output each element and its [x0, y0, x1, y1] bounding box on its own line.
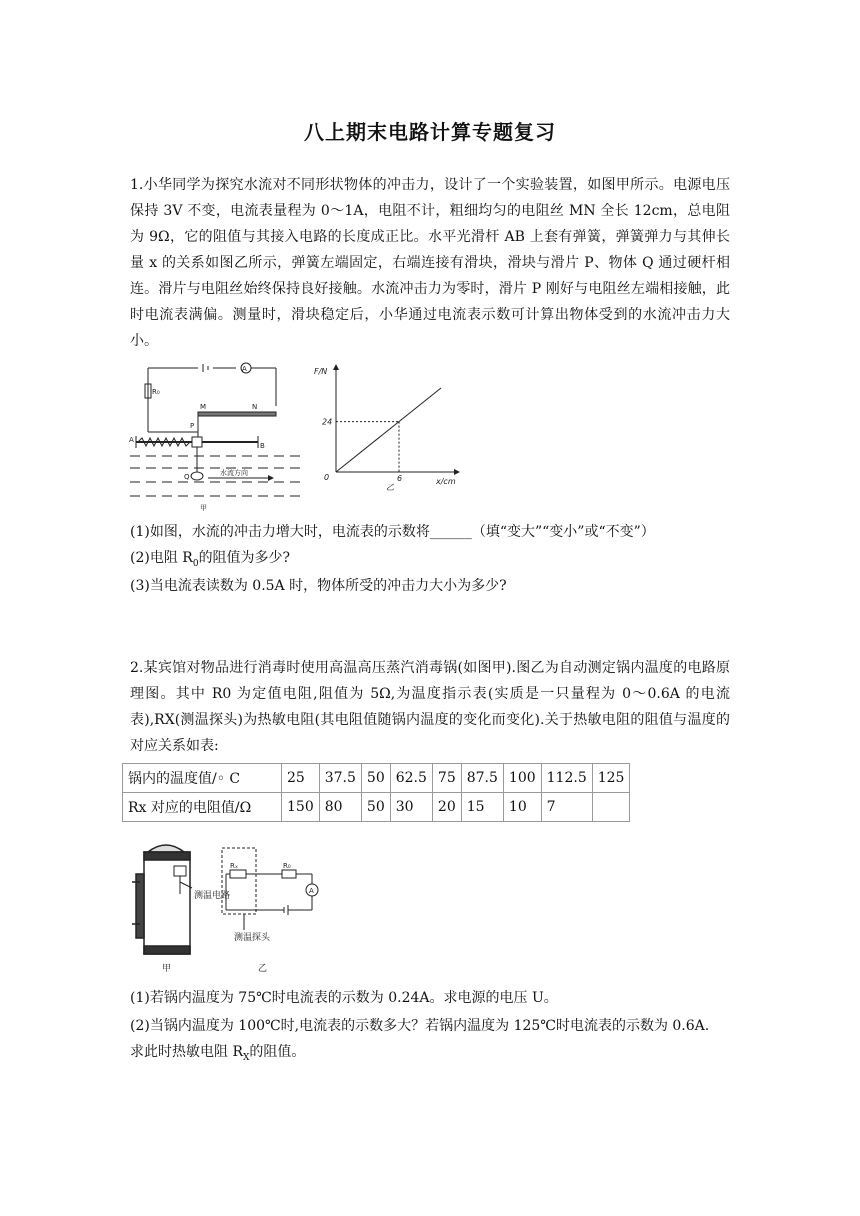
- water-direction-label: 水流方向: [220, 469, 248, 477]
- table-cell: 100: [503, 764, 541, 793]
- q1-part2-suffix: 的阻值为多少?: [198, 550, 291, 566]
- question-2-part-1: (1)若锅内温度为 75℃时电流表的示数为 0.24A。求电源的电压 U。: [130, 990, 558, 1006]
- origin-label: 0: [324, 473, 330, 482]
- y-axis-label: F/N: [314, 367, 328, 376]
- y-tick-label: 24: [322, 417, 333, 427]
- m-label: M: [200, 403, 207, 411]
- table-cell: 25: [282, 764, 320, 793]
- q2-part2-suffix: 的阻值。: [249, 1044, 306, 1060]
- n-label: N: [252, 403, 258, 411]
- table-cell: 20: [432, 793, 461, 822]
- table-cell: 80: [319, 793, 361, 822]
- table-cell: 50: [361, 793, 390, 822]
- figure-yi-label: 乙: [386, 483, 394, 492]
- question-2-part-2: (2)当锅内温度为 100℃时,电流表的示数多大？若锅内温度为 125℃时电流表的示数为 0.6A.: [130, 1018, 710, 1034]
- table-cell: 150: [282, 793, 320, 822]
- r0-label: R₀: [152, 388, 160, 396]
- r0-label-2: R₀: [283, 862, 291, 870]
- question-1-part-1: (1)如图，水流的冲击力增大时，电流表的示数将______（填“变大”“变小”或“不变”）: [130, 524, 655, 540]
- q-label: Q: [184, 473, 190, 481]
- ammeter-label: A: [242, 365, 247, 373]
- table-row: [123, 793, 630, 822]
- question-1-part-2: [130, 547, 290, 575]
- table-cell: 30: [390, 793, 432, 822]
- table-cell: 75: [432, 764, 461, 793]
- page-title: 八上期末电路计算专题复习: [304, 120, 556, 144]
- table-cell: 10: [503, 793, 541, 822]
- figure-yi-label-2: 乙: [258, 964, 268, 974]
- q1-part2-prefix: (2)电阻 R: [130, 550, 193, 566]
- table-cell: 7: [541, 793, 592, 822]
- table-cell: 15: [461, 793, 503, 822]
- question-2-text: 2.某宾馆对物品进行消毒时使用高温高压蒸汽消毒锅(如图甲).图乙为自动测定锅内温度的电路原理图。其中 R0 为定值电阻,阻值为 5Ω,为温度指示表(实质是一只量程为 0～0.6A 的电流表),RX(测温探头)为热敏电阻(其电阻值随锅内温度的变化而变化).关于热敏电阻的阻值与温度的对应关系如表:: [130, 660, 730, 754]
- probe-circuit-label: 测温电路: [194, 891, 231, 901]
- probe-label: 测温探头: [234, 933, 271, 943]
- resistance-table: [122, 763, 630, 822]
- b-label: B: [260, 442, 265, 450]
- figure-jia-label: 甲: [200, 504, 207, 512]
- question-1-text: 1.小华同学为探究水流对不同形状物体的冲击力，设计了一个实验装置，如图甲所示。电源电压保持 3V 不变，电流表量程为 0～1A，电阻不计，粗细均匀的电阻丝 MN 全长 12cm，总电阻为 9Ω，它的阻值与其接入电路的长度成正比。水平光滑杆 AB 上套有弹簧，弹簧弹力与其伸长量 x 的关系如图乙所示，弹簧左端固定，右端连接有滑块，滑块与滑片 P、物体 Q 通过硬杆相连。滑片与电阻丝始终保持良好接触。水流冲击力为零时，滑片 P 刚好与电阻丝左端相接触，此时电流表满偏。测量时，滑块稳定后，小华通过电流表示数可计算出物体受到的水流冲击力大小。: [130, 177, 730, 349]
- q1-part2-subscript: 0: [192, 558, 199, 569]
- table-cell: 50: [361, 764, 390, 793]
- ammeter-label-2: A: [309, 887, 314, 895]
- table-cell: Rx 对应的电阻值/Ω: [123, 793, 282, 822]
- figure-sterilizer: [126, 834, 326, 979]
- table-cell: 62.5: [390, 764, 432, 793]
- table-row: [123, 764, 630, 793]
- x-tick-label: 6: [397, 474, 403, 483]
- question-2-part-2-continued: [130, 1041, 305, 1069]
- table-cell: 112.5: [541, 764, 592, 793]
- figure-apparatus: [128, 362, 308, 512]
- p-label: P: [190, 422, 195, 430]
- force-line: [336, 388, 441, 472]
- figure-force-graph: [308, 362, 468, 492]
- q2-part2-subscript: X: [243, 1052, 250, 1063]
- table-cell: 87.5: [461, 764, 503, 793]
- table-cell: 125: [592, 764, 630, 793]
- figure-jia-label-2: 甲: [162, 964, 172, 974]
- q2-part2-prefix: 求此时热敏电阻 R: [130, 1044, 243, 1060]
- question-1-part-3: (3)当电流表读数为 0.5A 时，物体所受的冲击力大小为多少?: [130, 578, 507, 594]
- table-cell: 37.5: [319, 764, 361, 793]
- table-cell: 锅内的温度值/◦ C: [123, 764, 282, 793]
- a-label: A: [129, 436, 134, 444]
- x-axis-label: x/cm: [436, 477, 456, 486]
- table-cell: [592, 793, 630, 822]
- rx-label: Rₓ: [230, 862, 238, 870]
